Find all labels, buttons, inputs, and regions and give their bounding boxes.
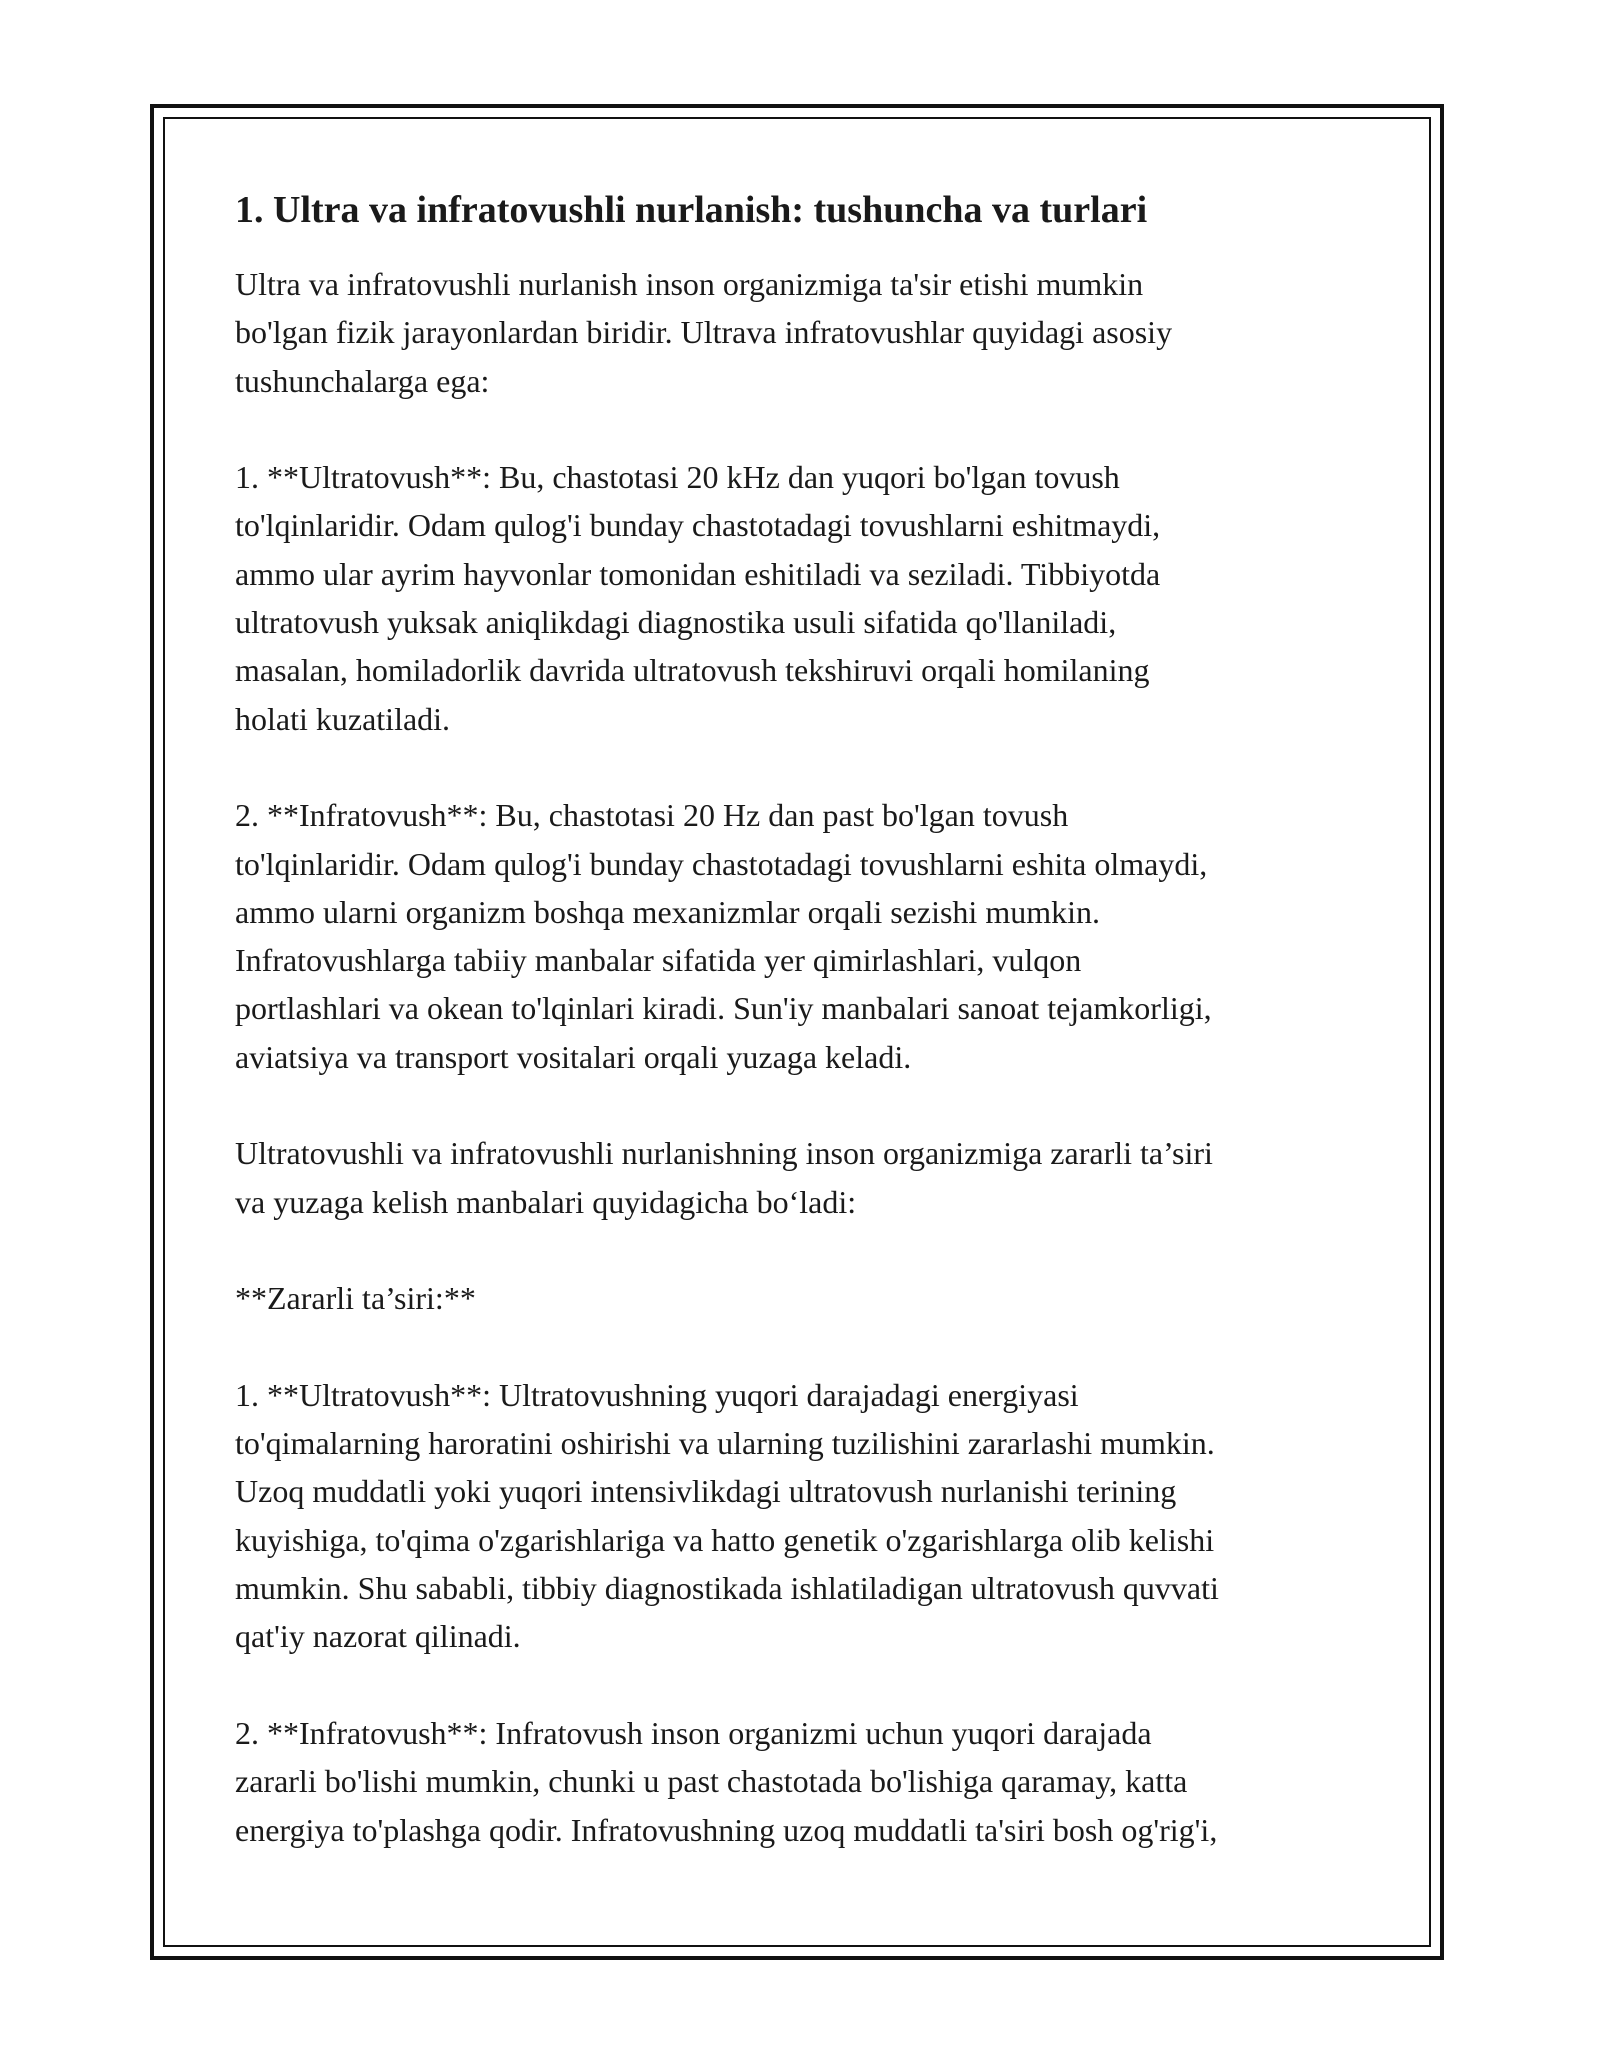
text-line: Infratovushlarga tabiiy manbalar sifatida yer qimirlashlari, vulqon — [235, 942, 1082, 979]
text-line: to'lqinlaridir. Odam qulog'i bunday chastotadagi tovushlarni eshitmaydi, — [235, 507, 1161, 544]
text-line: aviatsiya va transport vositalari orqali yuzaga keladi. — [235, 1038, 912, 1075]
text-line: Ultra va infratovushli nurlanish inson organizmiga ta'sir etishi mumkin — [235, 266, 1144, 302]
paragraph-infratovush-harm — [235, 1709, 1375, 1854]
paragraph-harm-intro — [235, 1129, 1375, 1226]
text-line: va yuzaga kelish manbalari quyidagicha bo‘ladi: — [235, 1183, 857, 1220]
text-line: ammo ular ayrim hayvonlar tomonidan eshitiladi va seziladi. Tibbiyotda — [235, 555, 1161, 592]
text-line: tushunchalarga ega: — [235, 362, 490, 399]
text-line: Ultratovushli va infratovushli nurlanishning inson organizmiga zararli ta’siri — [235, 1135, 1213, 1172]
text-line: portlashlari va okean to'lqinlari kiradi. Sun'iy manbalari sanoat tejamkorligi, — [235, 990, 1212, 1027]
text-line: 1. **Ultratovush**: Ultratovushning yuqori darajadagi energiyasi — [235, 1376, 1079, 1413]
text-line: bo'lgan fizik jarayonlardan biridir. Ultrava infratovushlar quyidagi asosiy — [235, 314, 1173, 351]
text-line: ammo ularni organizm boshqa mexanizmlar orqali sezishi mumkin. — [235, 893, 1100, 930]
paragraph-intro — [235, 260, 1375, 405]
section-title: 1. Ultra va infratovushli nurlanish: tushuncha va turlari — [235, 189, 1148, 231]
document-body — [235, 186, 1375, 1902]
paragraph-infratovush-definition — [235, 791, 1375, 1081]
text-line: 2. **Infratovush**: Bu, chastotasi 20 Hz dan past bo'lgan tovush — [235, 797, 1069, 834]
text-line: kuyishiga, to'qima o'zgarishlariga va hatto genetik o'zgarishlarga olib kelishi — [235, 1521, 1215, 1558]
paragraph-ultratovush-definition — [235, 453, 1375, 743]
paragraph-harm-heading — [235, 1274, 1375, 1322]
text-line: **Zararli ta’siri:** — [235, 1280, 476, 1317]
text-line: zararli bo'lishi mumkin, chunki u past chastotada bo'lishiga qaramay, katta — [235, 1763, 1188, 1800]
text-line: energiya to'plashga qodir. Infratovushning uzoq muddatli ta'siri bosh og'rig'i, — [235, 1811, 1218, 1848]
paragraph-ultratovush-harm — [235, 1371, 1375, 1661]
text-line: 1. **Ultratovush**: Bu, chastotasi 20 kHz dan yuqori bo'lgan tovush — [235, 459, 1120, 496]
text-line: qat'iy nazorat qilinadi. — [235, 1618, 521, 1655]
text-line: Uzoq muddatli yoki yuqori intensivlikdagi ultratovush nurlanishi terining — [235, 1473, 1177, 1510]
text-line: ultratovush yuksak aniqlikdagi diagnostika usuli sifatida qo'llaniladi, — [235, 604, 1117, 641]
text-line: to'qimalarning haroratini oshirishi va ularning tuzilishini zararlashi mumkin. — [235, 1425, 1215, 1462]
text-line: to'lqinlaridir. Odam qulog'i bunday chastotadagi tovushlarni eshita olmaydi, — [235, 845, 1208, 882]
text-line: holati kuzatiladi. — [235, 700, 451, 737]
text-line: 2. **Infratovush**: Infratovush inson organizmi uchun yuqori darajada — [235, 1714, 1152, 1751]
text-line: masalan, homiladorlik davrida ultratovush tekshiruvi orqali homilaning — [235, 652, 1150, 689]
text-line: mumkin. Shu sababli, tibbiy diagnostikada ishlatiladigan ultratovush quvvati — [235, 1570, 1219, 1607]
